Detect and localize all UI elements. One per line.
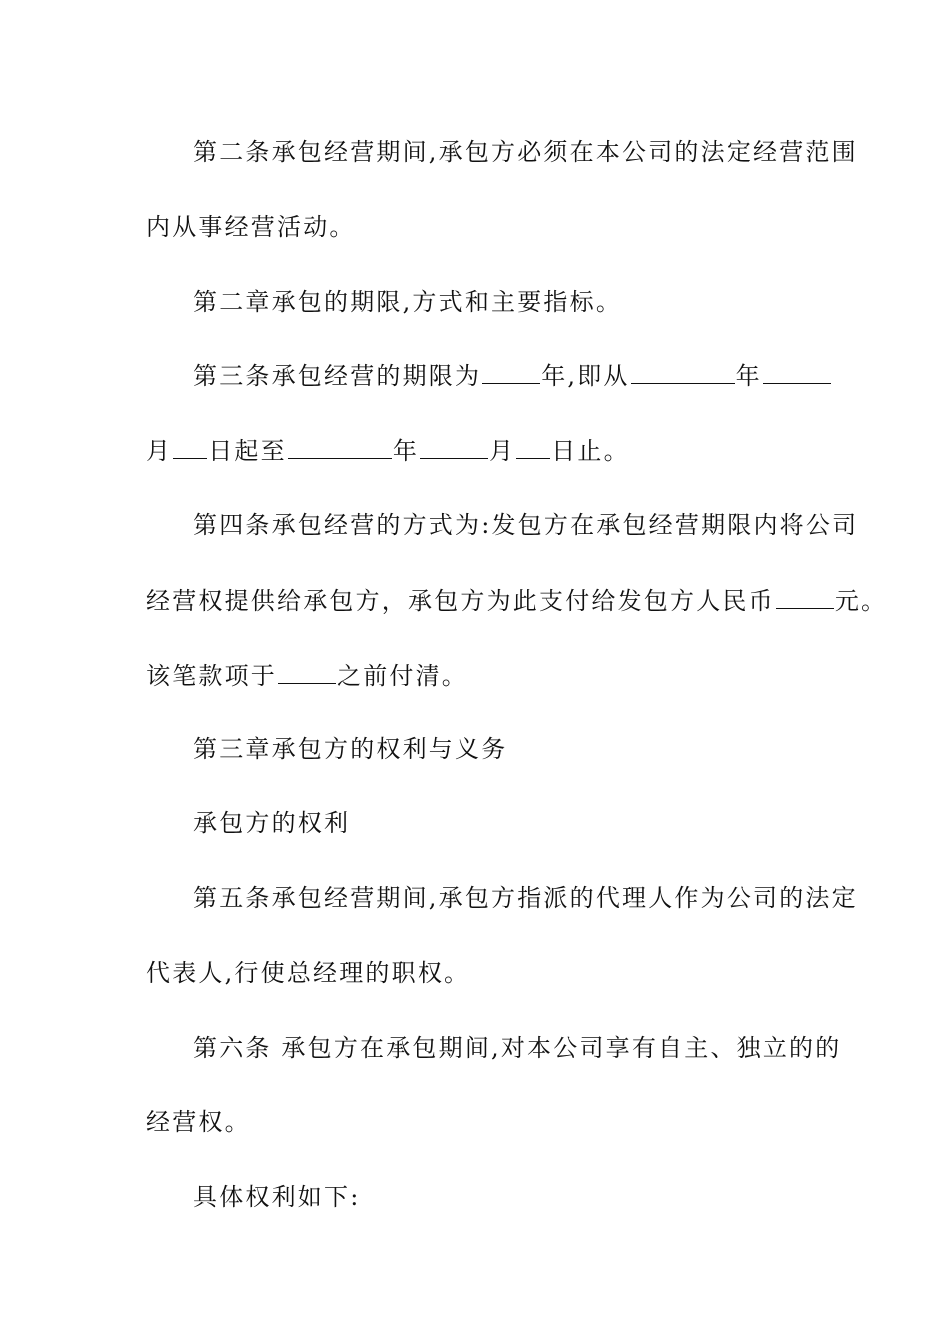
paragraph-article-4-line-1: 第四条承包经营的方式为:发包方在承包经营期限内将公司 — [193, 511, 859, 539]
text-segment: 日起至 — [208, 437, 287, 465]
paragraph-article-5-line-1: 第五条承包经营期间,承包方指派的代理人作为公司的法定 — [193, 884, 858, 912]
fill-blank[interactable] — [763, 355, 831, 384]
text-segment: 第三条承包经营的期限为 — [193, 362, 482, 390]
text-segment: 之前付清。 — [337, 662, 468, 690]
paragraph-article-2-line-1: 第二条承包经营期间,承包方必须在本公司的法定经营范围 — [193, 138, 858, 166]
paragraph-article-3-line-2 — [0, 430, 950, 470]
paragraph-article-4-line-3 — [0, 655, 950, 695]
text-segment: 该笔款项于 — [146, 662, 277, 690]
text-segment: 元。 — [834, 587, 888, 615]
paragraph-article-6-line-2: 经营权。 — [146, 1108, 251, 1136]
chapter-2-heading: 第二章承包的期限,方式和主要指标。 — [193, 288, 623, 316]
text-segment: 年 — [735, 362, 762, 390]
chapter-3-heading: 第三章承包方的权利与义务 — [193, 735, 508, 763]
paragraph-article-2-line-2: 内从事经营活动。 — [146, 213, 356, 241]
fill-blank[interactable] — [173, 430, 207, 459]
paragraph-article-3-line-1 — [0, 355, 950, 395]
paragraph-article-5-line-2: 代表人,行使总经理的职权。 — [146, 959, 471, 987]
text-segment: 年,即从 — [541, 362, 630, 390]
paragraph-rights-intro: 具体权利如下: — [193, 1183, 361, 1211]
paragraph-article-4-line-2 — [0, 580, 950, 620]
fill-blank[interactable] — [420, 430, 488, 459]
fill-blank[interactable] — [631, 355, 735, 384]
text-segment: 日止。 — [551, 437, 630, 465]
text-segment: 月 — [146, 437, 173, 465]
fill-blank[interactable] — [482, 355, 540, 384]
paragraph-article-6-line-1: 第六条 承包方在承包期间,对本公司享有自主、独立的的 — [193, 1034, 842, 1062]
text-segment: 年 — [392, 437, 420, 465]
fill-blank[interactable] — [278, 655, 336, 684]
fill-blank[interactable] — [288, 430, 392, 459]
fill-blank[interactable] — [776, 580, 834, 609]
text-segment: 经营权提供给承包方，承包方为此支付给发包方人民币 — [146, 587, 775, 615]
section-contractor-rights-heading: 承包方的权利 — [193, 809, 351, 837]
fill-blank[interactable] — [516, 430, 550, 459]
text-segment: 月 — [489, 437, 516, 465]
